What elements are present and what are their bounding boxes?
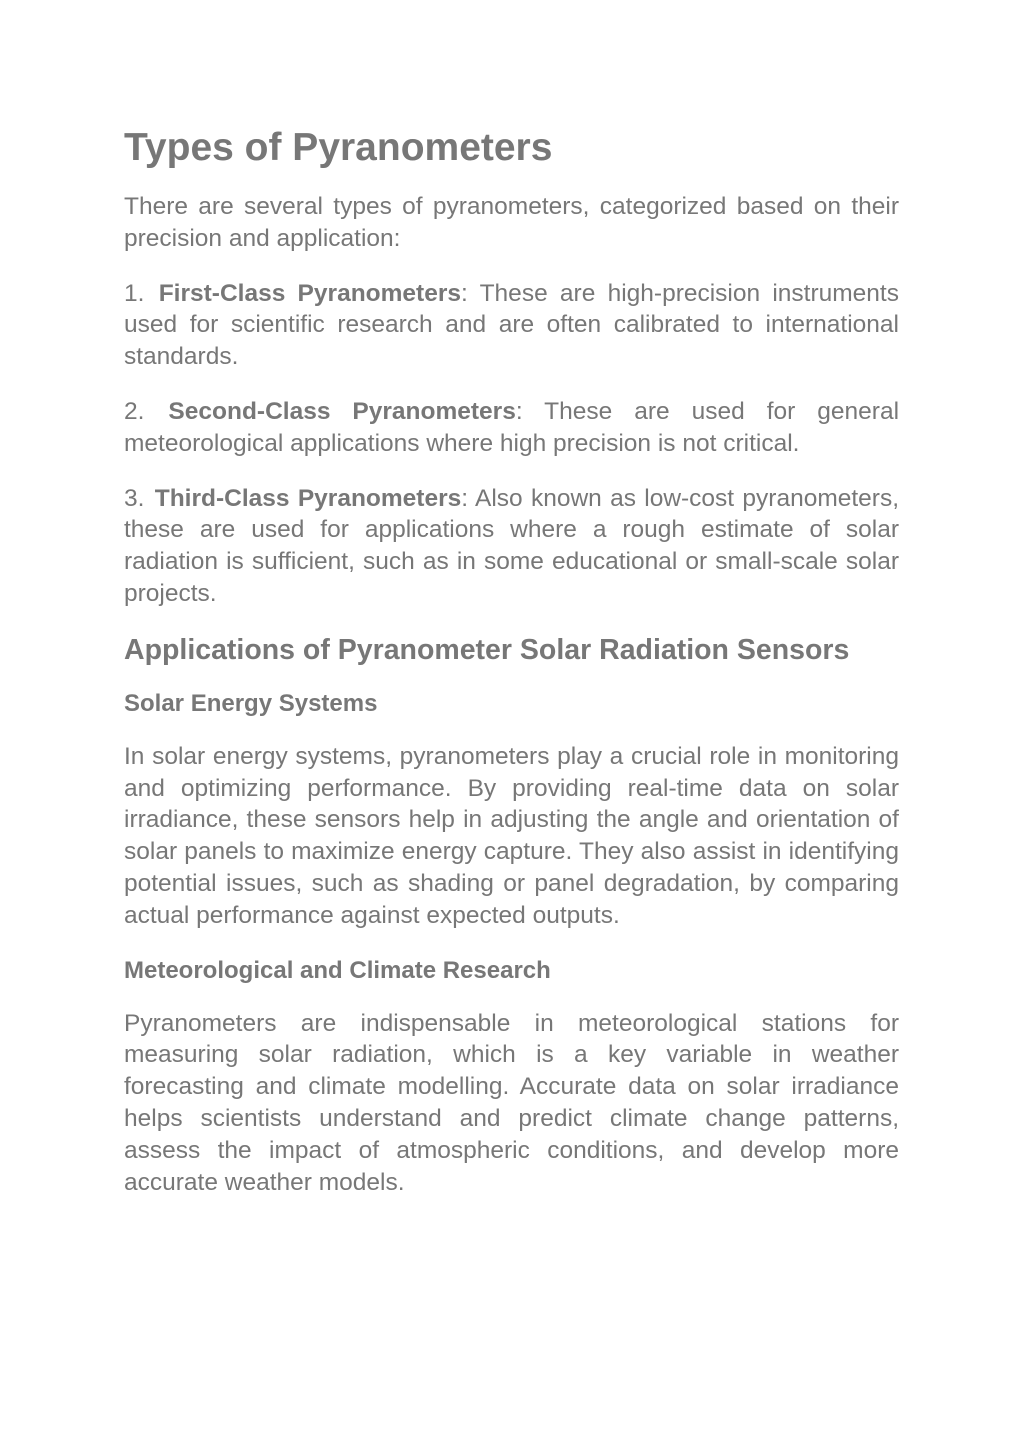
type-term: Third-Class Pyranometers — [154, 484, 462, 512]
page-title: Types of Pyranometers — [124, 126, 553, 169]
type-item-third-class — [124, 483, 899, 610]
type-term: First-Class Pyranometers — [158, 279, 461, 307]
meteorological-heading: Meteorological and Climate Research — [124, 956, 551, 984]
type-description: : These are high-precision instruments used for scientific research and are often calibrated to international standards. — [124, 279, 899, 371]
type-description: : Also known as low-cost pyranometers, these are used for applications where a rough estimate of solar radiation is sufficient, such as in some educational or small-scale solar projects. — [124, 484, 900, 607]
type-item-first-class — [124, 278, 899, 373]
type-description: : These are used for general meteorological applications where high precision is not critical. — [124, 397, 900, 457]
document-page — [124, 124, 899, 1221]
list-number: 3. — [124, 484, 145, 512]
applications-heading: Applications of Pyranometer Solar Radiation Sensors — [124, 633, 850, 666]
list-number: 1. — [124, 279, 145, 307]
solar-energy-paragraph: In solar energy systems, pyranometers play a crucial role in monitoring and optimizing performance. By providing real-time data on solar irradiance, these sensors help in adjusting the angle and orientation of solar panels to maximize energy capture. They also assist in identifying potential issues, such as shading or panel degradation, by comparing actual performance against expected outputs. — [124, 742, 899, 929]
list-number: 2. — [124, 397, 145, 425]
intro-paragraph: There are several types of pyranometers, categorized based on their precision and application: — [124, 193, 899, 252]
meteorological-paragraph: Pyranometers are indispensable in meteorological stations for measuring solar radiation, which is a key variable in weather forecasting and climate modelling. Accurate data on solar irradiance helps scientists understand and predict climate change patterns, assess the impact of atmospheric conditions, and develop more accurate weather models. — [124, 1009, 899, 1196]
type-item-second-class — [124, 396, 899, 460]
type-term: Second-Class Pyranometers — [168, 397, 516, 425]
solar-energy-heading: Solar Energy Systems — [124, 689, 378, 717]
